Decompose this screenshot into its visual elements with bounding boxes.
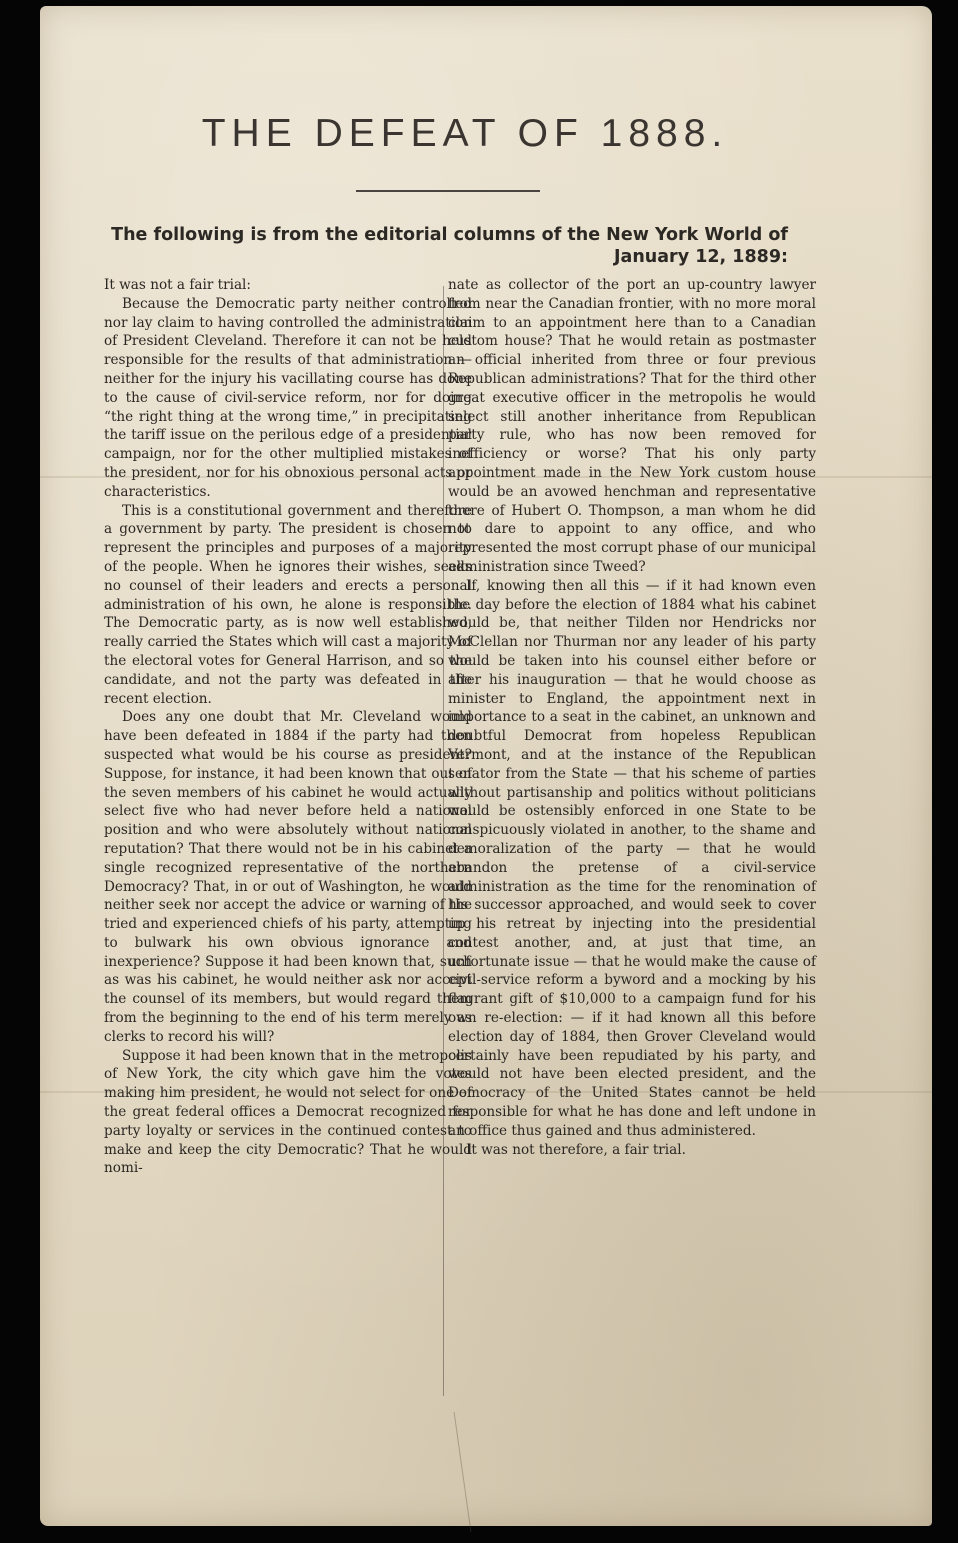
right-column xyxy=(448,276,816,1159)
title-divider xyxy=(356,190,540,192)
left-column xyxy=(104,276,472,1178)
subtitle: The following is from the editorial columns of the New York World of January 12, 1889: xyxy=(111,225,788,267)
paragraph: This is a constitutional government and therefore a government by party. The president is chosen to represent the principles and purposes of a majority of the people. When he ignores their wishes, seeks no counsel of their leaders and erects a personal administration of his own, he alone is responsible. The Democratic party, as is now well established, really carried the States which will cast a majority of the electoral votes for General Harrison, and so the candidate, and not the party was defeated in the recent election. xyxy=(104,502,472,707)
paragraph: Suppose it had been known that in the metropolis of New York, the city which gave him the votes making him president, he would not select for one of the great federal offices a Democrat recognized for party loyalty or services in the continued contest to make and keep the city Democratic? That he would nomi- xyxy=(104,1047,472,1177)
column-divider xyxy=(443,286,444,1396)
paragraph: It was not therefore, a fair trial. xyxy=(466,1141,686,1158)
paragraph: Does any one doubt that Mr. Cleveland would have been defeated in 1884 if the party had then suspected what would be his course as president? Suppose, for instance, it had been known that out of the seven members of his cabinet he would actually select five who had never before held a national position and who were absolutely without national reputation? That there would not be in his cabinet a single recognized representative of the northern Democracy? That, in or out of Washington, he would neither seek nor accept the advice or warning of the tried and experienced chiefs of his party, attempting to bulwark his own obvious ignorance and inexperience? Suppose it had been known that, such as was his cabinet, he would neither ask nor accept the counsel of its members, but would regard them from the beginning to the end of his term merely as clerks to record his will? xyxy=(104,709,472,1045)
paragraph: nate as collector of the port an up-country lawyer from near the Canadian frontier, with no more moral claim to an appointment here than to a Canadian custom house? That he would retain as postmaster an official inherited from three or four previous Republican administrations? That for the third other great executive officer in the metropolis he would select still another inheritance from Republican party rule, who has now been removed for inefficiency or worse? That his only party appointment made in the New York custom house would be an avowed henchman and representative there of Hubert O. Thompson, a man whom he did not dare to appoint to any office, and who represented the most corrupt phase of our municipal administration since Tweed? xyxy=(448,277,816,575)
paragraph: If, knowing then all this — if it had known even the day before the election of 1884 what his cabinet would be, that neither Tilden nor Hendricks nor McClellan nor Thurman nor any leader of his party would be taken into his counsel either before or after his inauguration — that he would choose as minister to England, the appointment next in importance to a seat in the cabinet, an unknown and doubtful Democrat from hopeless Republican Vermont, and at the instance of the Republican senator from the State — that his scheme of parties without partisanship and politics without politicians would be ostensibly enforced in one State to be conspicuously violated in another, to the shame and demoralization of the party — that he would abandon the pretense of a civil-service administration as the time for the renomination of his successor approached, and would seek to cover up his retreat by injecting into the presidential contest another, and, at just that time, an unfortunate issue — that he would make the cause of civil-service reform a byword and a mocking by his flagrant gift of $10,000 to a campaign fund for his own re-election: — if it had known all this before election day of 1884, then Grover Cleveland would certainly have been repudiated by his party, and would not have been elected president, and the Democracy of the United States cannot be held responsible for what he has done and left undone in an office thus gained and thus administered. xyxy=(448,577,816,1139)
paragraph: It was not a fair trial: xyxy=(104,277,251,293)
page-title: THE DEFEAT OF 1888. xyxy=(201,112,729,155)
paragraph: Because the Democratic party neither controlled nor lay claim to having controlled the administration of President Cleveland. Therefore it can not be held responsible for the results of that administration — neither for the injury his vacillating course has done to the cause of civil-service reform, nor for doing “the right thing at the wrong time,” in precipitating the tariff issue on the perilous edge of a presidential campaign, nor for the other multiplied mistakes of the president, nor for his obnoxious personal acts or characteristics. xyxy=(104,295,472,500)
